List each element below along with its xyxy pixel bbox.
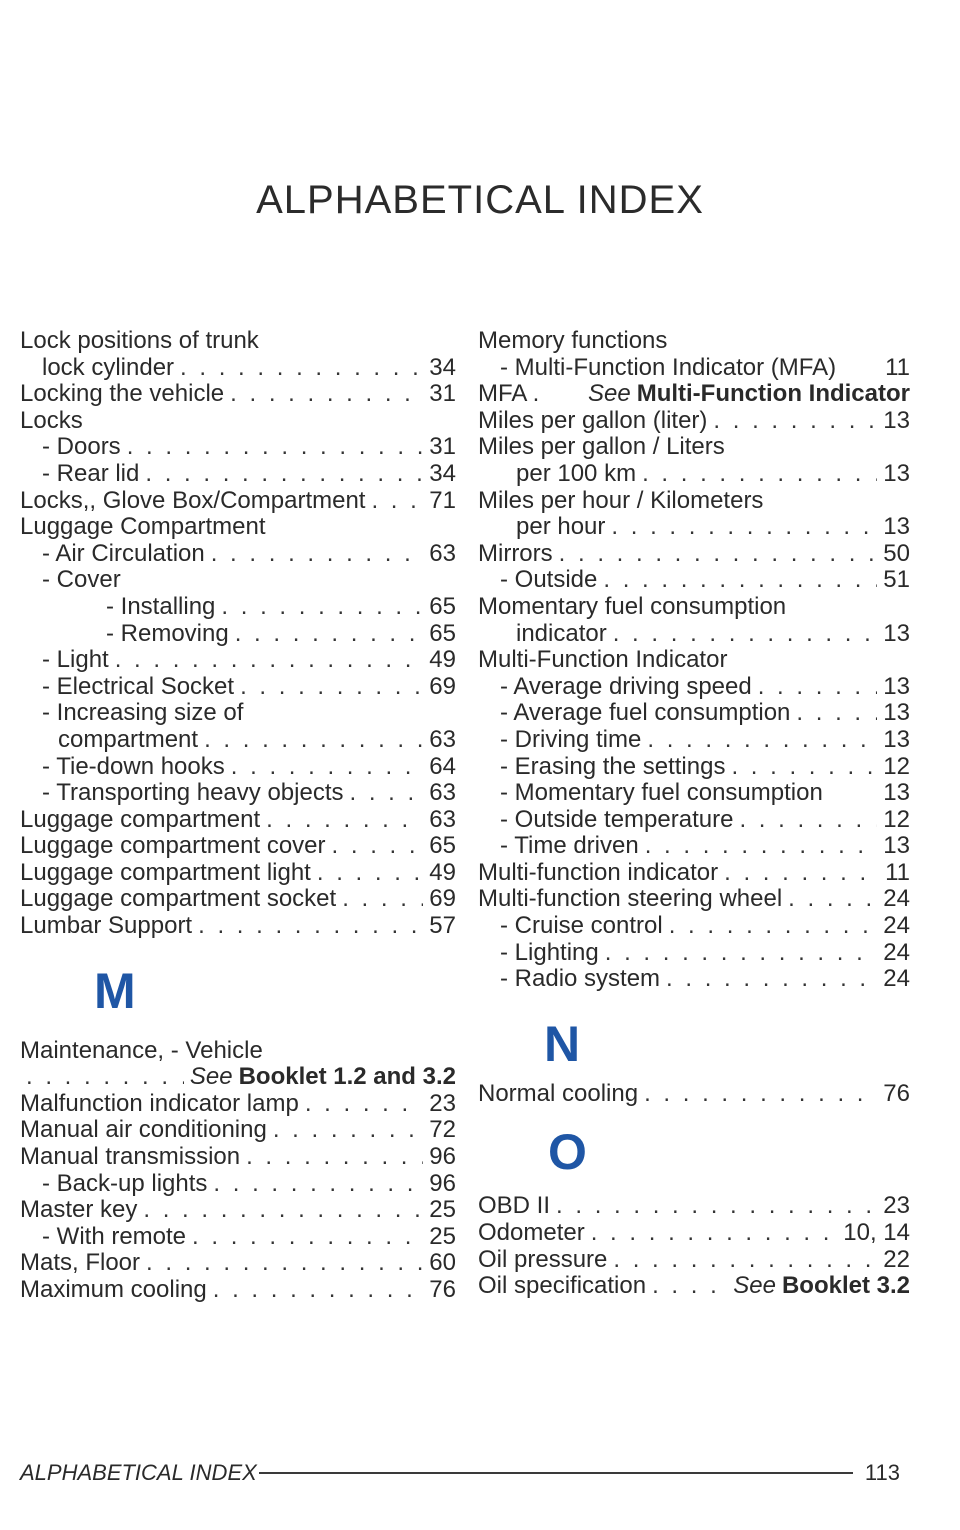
page-ref: 10, 14	[843, 1220, 910, 1247]
index-entry	[20, 1091, 456, 1118]
page-ref: 25	[429, 1197, 456, 1224]
leader-dots	[198, 913, 423, 940]
page-number: 113	[864, 1460, 900, 1485]
page-ref: 63	[429, 726, 456, 753]
leader-dots	[796, 700, 877, 727]
leader-dots	[613, 1247, 877, 1274]
page-ref: 34	[429, 354, 456, 381]
entry-text: Maximum cooling	[20, 1277, 207, 1303]
leader-dots	[603, 567, 877, 594]
page-ref: 24	[883, 966, 910, 993]
page-ref: 13	[883, 700, 910, 727]
leader-dots	[669, 913, 878, 940]
index-entry	[478, 355, 910, 382]
leader-dots	[146, 1250, 423, 1277]
page-ref: 25	[429, 1223, 456, 1250]
leader-dots	[221, 594, 423, 621]
n-entries	[478, 1081, 910, 1108]
entry-text: per hour	[516, 514, 606, 541]
index-entry	[20, 1117, 456, 1144]
index-column-right	[478, 328, 910, 1300]
m-entries	[20, 1038, 456, 1304]
index-entry	[20, 754, 456, 781]
entry-text: - Radio system	[500, 966, 661, 993]
index-entry	[478, 1220, 910, 1247]
entry-text: Locks,, Glove Box/Compartment	[20, 487, 366, 514]
index-entry	[20, 1224, 456, 1251]
index-entry	[20, 674, 456, 701]
entry-text: - Increasing size of	[42, 700, 244, 727]
entry-text: Oil pressure	[478, 1246, 608, 1273]
index-entry	[478, 567, 910, 594]
leader-dots	[350, 780, 424, 807]
page-ref: 24	[883, 939, 910, 966]
entry-text: - Transporting heavy objects	[42, 780, 344, 807]
index-entry	[478, 328, 910, 355]
section-letter-n: N	[544, 1015, 581, 1072]
leader-dots	[647, 727, 877, 754]
entry-text: Multi-Function Indicator	[478, 647, 728, 674]
entry-text: - Lighting	[500, 939, 599, 966]
page-ref: 31	[429, 381, 456, 408]
page-ref: 71	[429, 487, 456, 514]
page-ref: 96	[429, 1170, 456, 1197]
page-footer	[20, 1458, 900, 1488]
leader-dots	[317, 860, 423, 887]
entry-text: Odometer	[478, 1220, 585, 1247]
index-entry	[20, 1277, 456, 1304]
entry-text: Manual air conditioning	[20, 1117, 267, 1144]
leader-dots	[235, 621, 424, 648]
index-entry	[478, 674, 910, 701]
index-entry	[20, 541, 456, 568]
leader-dots	[115, 647, 424, 674]
page-ref: 24	[883, 913, 910, 940]
leader-dots	[644, 1081, 877, 1108]
entry-text: - Average fuel consumption	[500, 700, 791, 727]
leader-dots	[240, 674, 423, 701]
index-entry	[20, 328, 456, 355]
index-entry	[20, 833, 456, 860]
leader-dots	[213, 1277, 424, 1304]
entry-text: - Rear lid	[42, 460, 140, 487]
index-entry	[478, 541, 910, 568]
entry-text: lock cylinder	[42, 354, 175, 381]
index-entry	[478, 514, 910, 541]
leader-dots	[652, 1273, 727, 1300]
entry-text: Memory functions	[478, 328, 668, 354]
entry-text: - With remote	[42, 1223, 187, 1250]
index-entry	[478, 647, 910, 674]
entry-text: OBD II	[478, 1193, 551, 1220]
leader-dots	[127, 434, 424, 461]
entry-text: - Multi-Function Indicator (MFA)	[500, 354, 837, 381]
index-entry	[20, 488, 456, 515]
entry-text: - Erasing the settings	[500, 753, 726, 780]
index-entry	[20, 1250, 456, 1277]
page-ref: 23	[883, 1193, 910, 1220]
entry-text: Multi-function steering wheel	[478, 886, 783, 913]
l-entries	[20, 328, 456, 940]
entry-text: Maintenance, - Vehicle	[20, 1037, 263, 1064]
entry-text: - Outside temperature	[500, 806, 734, 833]
leader-dots	[739, 807, 877, 834]
page-ref: 96	[429, 1144, 456, 1171]
section-letter-m: M	[94, 962, 136, 1019]
index-entry	[478, 966, 910, 993]
entry-text: Lumbar Support	[20, 913, 193, 940]
see-reference: See	[733, 1273, 776, 1300]
leader-dots	[758, 674, 878, 701]
index-entry	[20, 1197, 456, 1224]
reference-target: Multi-Function Indicator	[636, 381, 910, 408]
leader-dots	[605, 940, 878, 967]
page-title: ALPHABETICAL INDEX	[256, 178, 704, 222]
entry-text: Mats, Floor	[20, 1250, 141, 1277]
index-entry	[478, 594, 910, 621]
see-reference: See	[588, 381, 631, 408]
index-entry	[20, 461, 456, 488]
see-reference: See	[189, 1064, 233, 1091]
entry-text: Miles per gallon (liter)	[478, 407, 708, 434]
index-entry	[478, 621, 910, 648]
index-entry	[478, 940, 910, 967]
entry-text: - Light	[42, 647, 109, 674]
index-entry	[478, 381, 910, 408]
page-ref: 64	[429, 753, 456, 780]
entry-text: - Driving time	[500, 726, 642, 753]
leader-dots	[180, 355, 423, 382]
index-entry	[20, 647, 456, 674]
index-entry	[20, 514, 456, 541]
index-entry	[478, 461, 910, 488]
entry-text: Momentary fuel consumption	[478, 593, 787, 620]
page-ref: 13	[883, 726, 910, 753]
page-ref: 69	[429, 886, 456, 913]
leader-dots	[213, 1171, 423, 1198]
page-ref: 11	[885, 859, 910, 886]
index-entry	[20, 913, 456, 940]
leader-dots	[332, 833, 424, 860]
page-ref: 65	[429, 620, 456, 647]
index-entry	[478, 1081, 910, 1108]
entry-text: - Removing	[106, 620, 229, 647]
reference-target: Booklet 1.2 and 3.2	[238, 1064, 456, 1091]
leader-dots	[211, 541, 424, 568]
leader-dots	[246, 1144, 423, 1171]
entry-text: Luggage compartment cover	[20, 833, 326, 860]
leader-dots	[611, 514, 877, 541]
page-ref: 13	[883, 833, 910, 860]
page-ref: 76	[883, 1080, 910, 1107]
page-ref: 13	[883, 780, 910, 807]
page-ref: 76	[429, 1277, 456, 1303]
leader-dots	[666, 966, 877, 993]
page-ref: 63	[429, 540, 456, 567]
index-entry	[20, 727, 456, 754]
index-entry	[20, 434, 456, 461]
index-entry	[20, 700, 456, 727]
leader-dots	[192, 1224, 423, 1251]
footer-section-title: ALPHABETICAL INDEX	[20, 1460, 257, 1485]
index-entry	[20, 355, 456, 382]
page-ref: 12	[883, 753, 910, 780]
page-ref: 65	[429, 833, 456, 860]
entry-text: Multi-function indicator	[478, 859, 719, 886]
entry-text: Locking the vehicle	[20, 381, 225, 408]
page-ref: 22	[883, 1246, 910, 1273]
index-entry	[478, 913, 910, 940]
entry-text: - Installing	[106, 593, 216, 620]
page-ref: 31	[429, 434, 456, 461]
page-ref: 49	[429, 647, 456, 674]
page-ref: 13	[883, 460, 910, 487]
leader-dots	[145, 461, 423, 488]
entry-text: - Electrical Socket	[42, 673, 235, 700]
entry-text: - Back-up lights	[42, 1170, 208, 1197]
entry-text: - Tie-down hooks	[42, 753, 225, 780]
o-entries	[478, 1193, 910, 1299]
entry-text: Mirrors	[478, 540, 553, 567]
entry-text: - Air Circulation	[42, 540, 205, 567]
leader-dots	[26, 1064, 184, 1091]
index-entry	[20, 886, 456, 913]
index-entry	[478, 434, 910, 461]
entry-text: Master key	[20, 1197, 138, 1224]
entry-text: per 100 km	[516, 460, 637, 487]
index-entry	[20, 1144, 456, 1171]
entry-text: indicator	[516, 620, 607, 647]
index-entry	[478, 860, 910, 887]
leader-dots	[273, 1117, 423, 1144]
leader-dots	[204, 727, 423, 754]
reference-target: Booklet 3.2	[781, 1273, 910, 1300]
index-entry	[20, 807, 456, 834]
leader-dots	[342, 886, 423, 913]
index-entry	[20, 621, 456, 648]
page-ref: 23	[429, 1090, 456, 1117]
m-entries-continued	[478, 328, 910, 993]
leader-dots	[559, 541, 878, 568]
leader-dots	[266, 807, 423, 834]
page-ref: 13	[883, 673, 910, 700]
index-entry	[478, 727, 910, 754]
leader-dots	[788, 886, 877, 913]
leader-dots	[713, 408, 877, 435]
index-entry	[478, 488, 910, 515]
page-ref: 50	[883, 540, 910, 567]
entry-text: - Outside	[500, 567, 598, 594]
leader-dots	[613, 621, 878, 648]
index-entry	[478, 833, 910, 860]
page-ref: 12	[883, 806, 910, 833]
entry-text: Luggage compartment light	[20, 859, 311, 886]
page-ref: 69	[429, 673, 456, 700]
entry-text: - Average driving speed	[500, 673, 752, 700]
leader-dots	[231, 754, 424, 781]
entry-text: Malfunction indicator lamp	[20, 1090, 299, 1117]
leader-dots	[731, 754, 877, 781]
entry-text: Normal cooling	[478, 1080, 639, 1107]
index-entry	[478, 1273, 910, 1300]
page-ref: 57	[429, 913, 456, 940]
entry-text: Luggage compartment socket	[20, 886, 337, 913]
page-ref: 13	[883, 407, 910, 434]
page-ref: 60	[429, 1250, 456, 1277]
index-entry	[478, 1247, 910, 1274]
leader-dots	[230, 381, 423, 408]
entry-text: Miles per hour / Kilometers	[478, 487, 764, 514]
page-ref: 34	[429, 460, 456, 487]
index-column-left	[20, 328, 456, 1304]
index-entry	[20, 408, 456, 435]
index-entry	[20, 567, 456, 594]
entry-text: Lock positions of trunk	[20, 328, 259, 354]
entry-text: Miles per gallon / Liters	[478, 434, 725, 461]
index-entry	[478, 700, 910, 727]
leader-dots	[591, 1220, 838, 1247]
page-ref: 49	[429, 859, 456, 886]
page-ref: 72	[429, 1117, 456, 1144]
page-ref: 24	[883, 886, 910, 913]
index-entry	[20, 860, 456, 887]
index-entry	[478, 1193, 910, 1220]
index-entry	[478, 754, 910, 781]
index-entry	[20, 780, 456, 807]
entry-text: - Time driven	[500, 833, 639, 860]
page-ref: 65	[429, 593, 456, 620]
index-entry	[478, 408, 910, 435]
entry-text: compartment	[58, 726, 199, 753]
index-entry	[478, 780, 910, 807]
page-ref: 11	[885, 354, 910, 381]
entry-text: Manual transmission	[20, 1144, 241, 1171]
leader-dots	[645, 833, 878, 860]
index-entry	[20, 1171, 456, 1198]
page-ref: 13	[883, 514, 910, 541]
footer-rule	[259, 1472, 853, 1474]
entry-text: - Doors	[42, 434, 121, 461]
index-entry	[478, 807, 910, 834]
entry-text: - Momentary fuel consumption	[500, 780, 823, 807]
entry-text: Locks	[20, 407, 83, 434]
page-ref: 63	[429, 806, 456, 833]
leader-dots	[371, 488, 423, 515]
leader-dots	[143, 1197, 423, 1224]
leader-dots	[305, 1091, 423, 1118]
page-ref: 13	[883, 620, 910, 647]
section-letter-o: O	[548, 1124, 587, 1181]
index-entry	[20, 594, 456, 621]
entry-text: MFA .	[478, 381, 540, 408]
entry-text: Luggage Compartment	[20, 514, 266, 541]
entry-text: - Cruise control	[500, 913, 663, 940]
page-ref: 63	[429, 780, 456, 807]
leader-dots	[642, 461, 877, 488]
index-entry	[20, 1064, 456, 1091]
index-entry	[20, 1038, 456, 1065]
index-entry	[478, 886, 910, 913]
leader-dots	[724, 860, 879, 887]
entry-text: - Cover	[42, 567, 121, 594]
leader-dots	[556, 1193, 877, 1220]
entry-text: Oil specification	[478, 1273, 647, 1300]
entry-text: Luggage compartment	[20, 806, 261, 833]
page-ref: 51	[883, 567, 910, 594]
index-entry	[20, 381, 456, 408]
